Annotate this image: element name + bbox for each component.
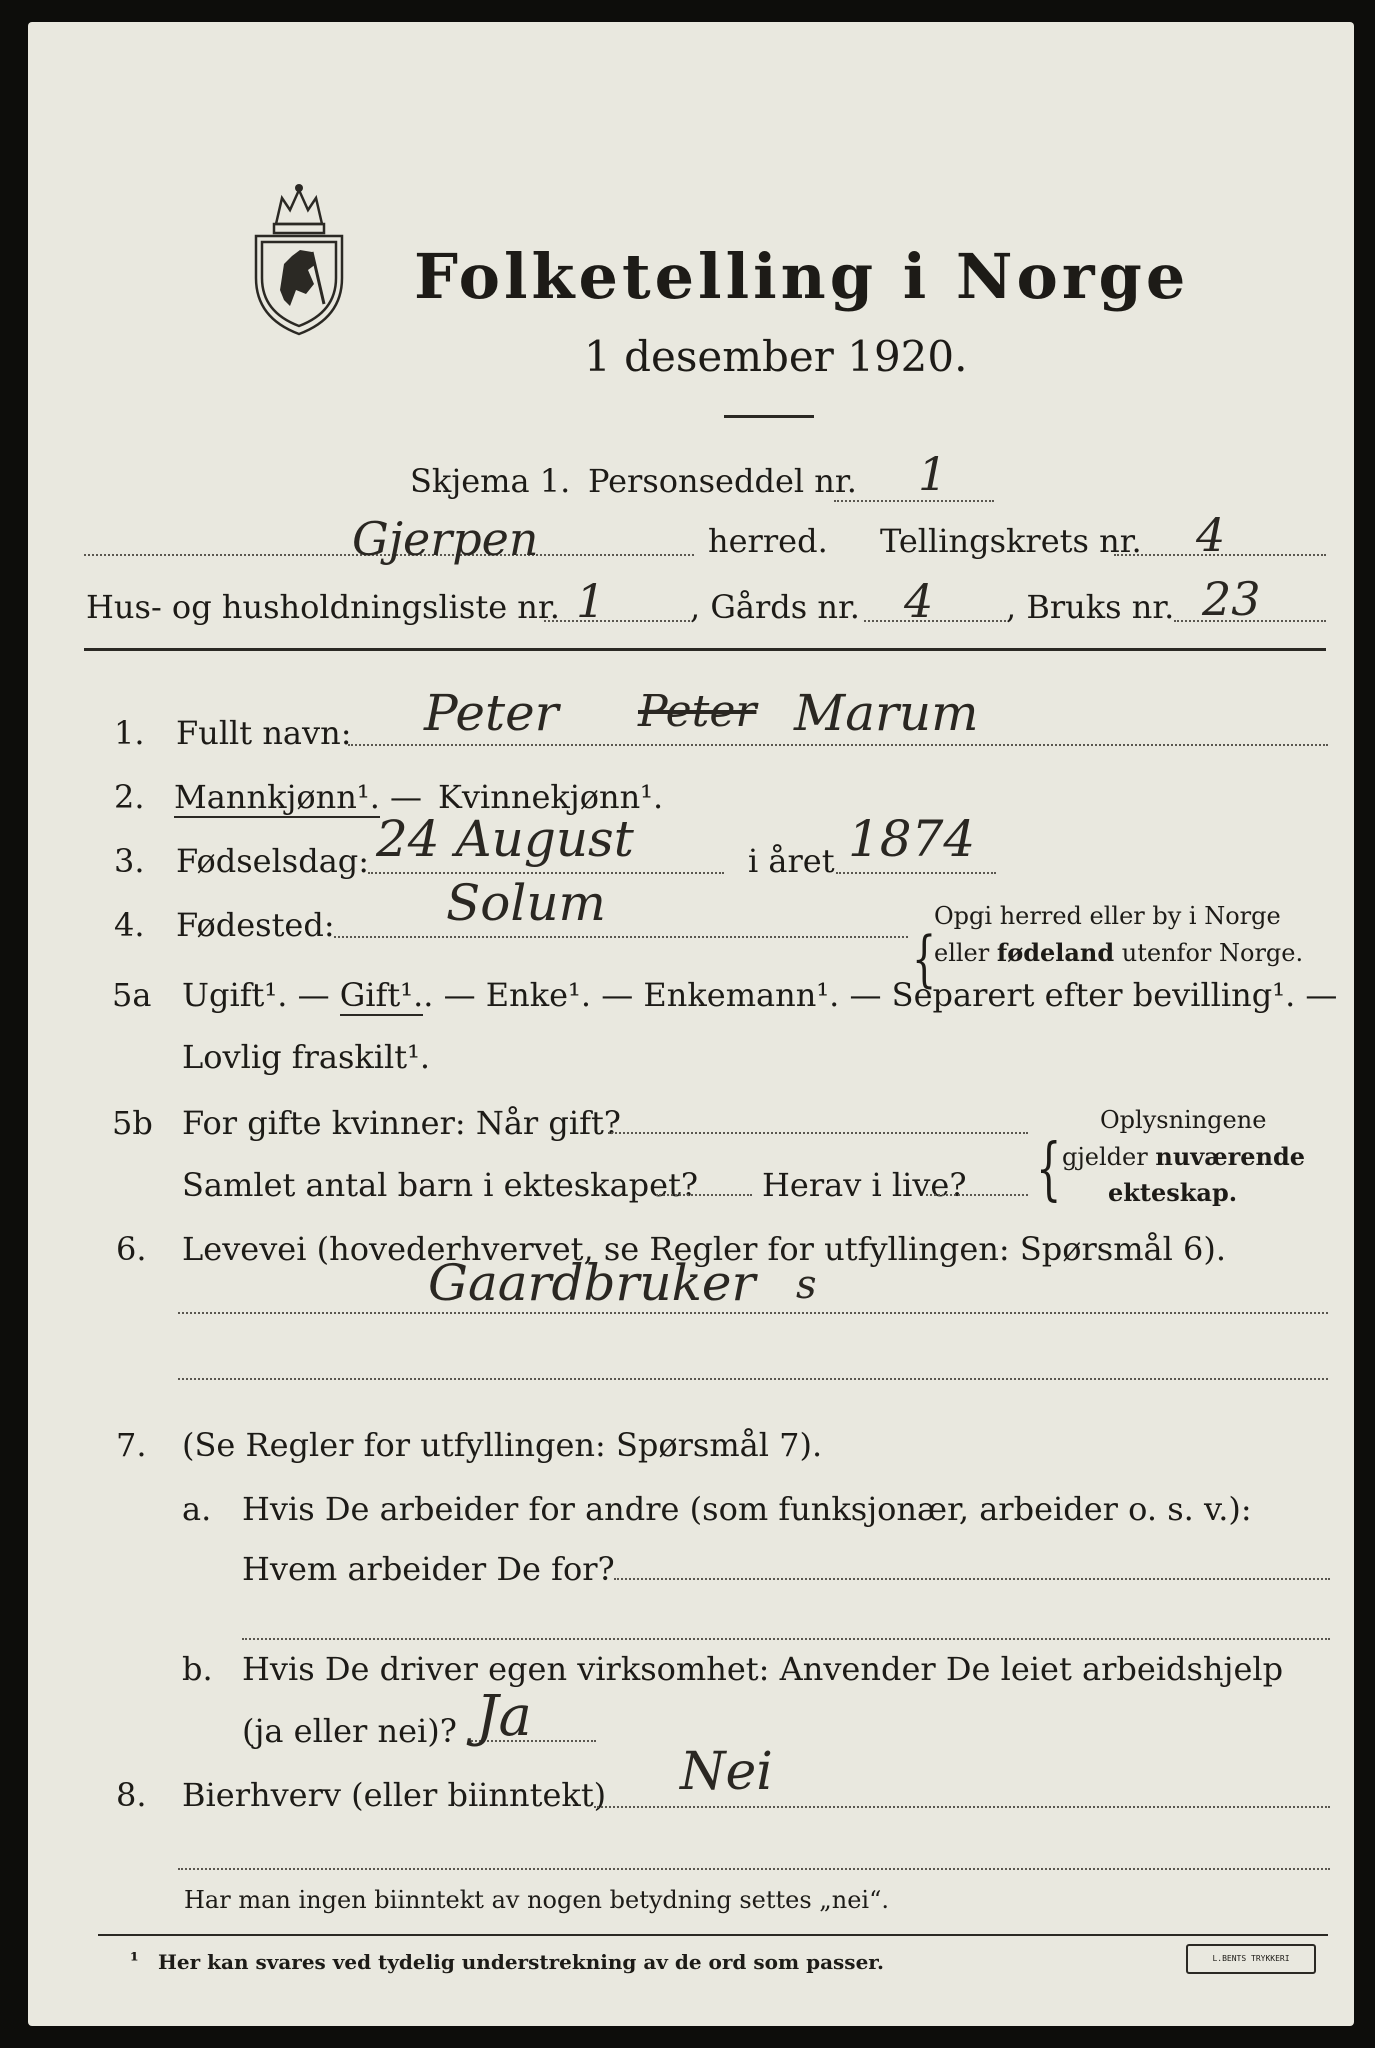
q1-value-last: Marum — [794, 684, 979, 742]
q4-label: Fødested: — [176, 906, 335, 944]
herred-label: herred. — [708, 522, 828, 560]
q8-label: Bierhverv (eller biinntekt) — [182, 1776, 607, 1814]
q8-value: Nei — [680, 1742, 773, 1802]
herred-value: Gjerpen — [352, 512, 539, 566]
q7-number: 7. — [116, 1426, 147, 1464]
q1-number: 1. — [114, 714, 145, 752]
q5b-label1: For gifte kvinner: Når gift? — [182, 1104, 621, 1142]
q7b-line1: Hvis De driver egen virksomhet: Anvender De leiet arbeidshjelp — [242, 1650, 1284, 1688]
bruks-label: , Bruks nr. — [1006, 588, 1175, 626]
gards-line — [864, 620, 1006, 622]
footer-note: Har man ingen biinntekt av nogen betydning settes „nei“. — [184, 1886, 889, 1914]
q4-line — [334, 936, 908, 938]
q5a-line1: Ugift¹. — Gift¹.. — Enke¹. — Enkemann¹. — Separert efter bevilling¹. — — [182, 976, 1338, 1014]
q7b-line2: (ja eller nei)? — [242, 1712, 457, 1750]
q5b-note3: ekteskap. — [1108, 1178, 1238, 1207]
personseddel-line — [834, 500, 994, 502]
form-title: Folketelling i Norge — [414, 240, 1190, 313]
q6-number: 6. — [116, 1230, 147, 1268]
q8-number: 8. — [116, 1776, 147, 1814]
q7a-line1: Hvis De arbeider for andre (som funksjonær, arbeider o. s. v.): — [242, 1490, 1252, 1528]
q7a-answer-line — [614, 1578, 1330, 1580]
q1-label: Fullt navn: — [176, 714, 352, 752]
q7a-letter: a. — [182, 1490, 212, 1528]
q5b-number: 5b — [112, 1104, 153, 1142]
q2-separator: — — [390, 778, 422, 816]
q5b-label3: Herav i live? — [762, 1166, 967, 1204]
q4-note-line1: Opgi herred eller by i Norge — [934, 902, 1281, 930]
q3-year-value: 1874 — [848, 810, 976, 868]
census-form — [28, 22, 1354, 2026]
husliste-label: Hus- og husholdningsliste nr. — [86, 588, 560, 626]
gards-label: , Gårds nr. — [690, 588, 860, 626]
printer-stamp: L.BENTS TRYKKERI — [1186, 1944, 1316, 1974]
q2-number: 2. — [114, 778, 145, 816]
q6-line1 — [178, 1312, 1328, 1314]
header-rule — [84, 648, 1326, 651]
footnote-mark: ¹ — [130, 1948, 139, 1972]
q7a-line2: Hvem arbeider De for? — [242, 1550, 615, 1588]
q5b-brace: { — [1036, 1130, 1062, 1210]
norway-coat-of-arms-icon — [246, 180, 352, 338]
title-divider — [724, 415, 814, 418]
q3-value: 24 August — [376, 810, 634, 868]
q6-label: Levevei (hovederhvervet, se Regler for utfyllingen: Spørsmål 6). — [182, 1230, 1227, 1268]
gards-value: 4 — [904, 574, 934, 628]
q4-note-line2: eller fødeland utenfor Norge. — [934, 938, 1304, 967]
q5a-line2: Lovlig fraskilt¹. — [182, 1038, 431, 1076]
q5a-gift: Gift¹. — [339, 976, 424, 1014]
q3-year-line — [836, 872, 996, 874]
q7a-answer-line2 — [242, 1638, 1330, 1640]
husliste-value: 1 — [576, 574, 606, 628]
q6-line2 — [178, 1378, 1328, 1380]
q4-brace: { — [912, 923, 937, 994]
q3-year-label: i året — [748, 842, 835, 880]
q3-label: Fødselsdag: — [176, 842, 370, 880]
tellingskrets-label: Tellingskrets nr. — [880, 522, 1142, 560]
q5b-line3 — [926, 1194, 1028, 1196]
skjema-label: Skjema 1. — [410, 462, 571, 500]
q5a-number: 5a — [112, 976, 152, 1014]
q7b-value: Ja — [476, 1684, 532, 1749]
q1-value-first: Peter — [424, 684, 559, 742]
q8-line1 — [594, 1806, 1330, 1808]
q3-number: 3. — [114, 842, 145, 880]
footnote: Her kan svares ved tydelig understrekning av de ord som passer. — [158, 1950, 884, 1974]
q7-label: (Se Regler for utfyllingen: Spørsmål 7). — [182, 1426, 823, 1464]
husliste-line — [544, 620, 690, 622]
q5b-note1: Oplysningene — [1100, 1106, 1267, 1134]
footer-rule — [98, 1934, 1328, 1936]
q6-value: Gaardbruker — [428, 1254, 756, 1312]
q8-line2 — [178, 1868, 1330, 1870]
census-date: 1 desember 1920. — [584, 332, 968, 381]
q5b-note2: gjelder nuværende — [1062, 1142, 1306, 1171]
q1-value-struck: Peter — [638, 686, 757, 737]
q5b-line2 — [656, 1194, 752, 1196]
q5b-label2: Samlet antal barn i ekteskapet? — [182, 1166, 699, 1204]
q4-number: 4. — [114, 906, 145, 944]
q6-value-mark: s — [796, 1262, 817, 1308]
q1-line — [348, 744, 1328, 746]
q2-kvinnekjonn: Kvinnekjønn¹. — [438, 778, 664, 816]
q4-value: Solum — [446, 874, 606, 932]
q5b-line1 — [608, 1132, 1028, 1134]
tellingskrets-value: 4 — [1196, 508, 1226, 562]
q2-mannkjonn: Mannkjønn¹. — [174, 778, 380, 816]
bruks-value: 23 — [1202, 572, 1261, 626]
personseddel-label: Personseddel nr. — [588, 462, 857, 500]
q7b-letter: b. — [182, 1650, 213, 1688]
personseddel-value: 1 — [918, 447, 948, 501]
